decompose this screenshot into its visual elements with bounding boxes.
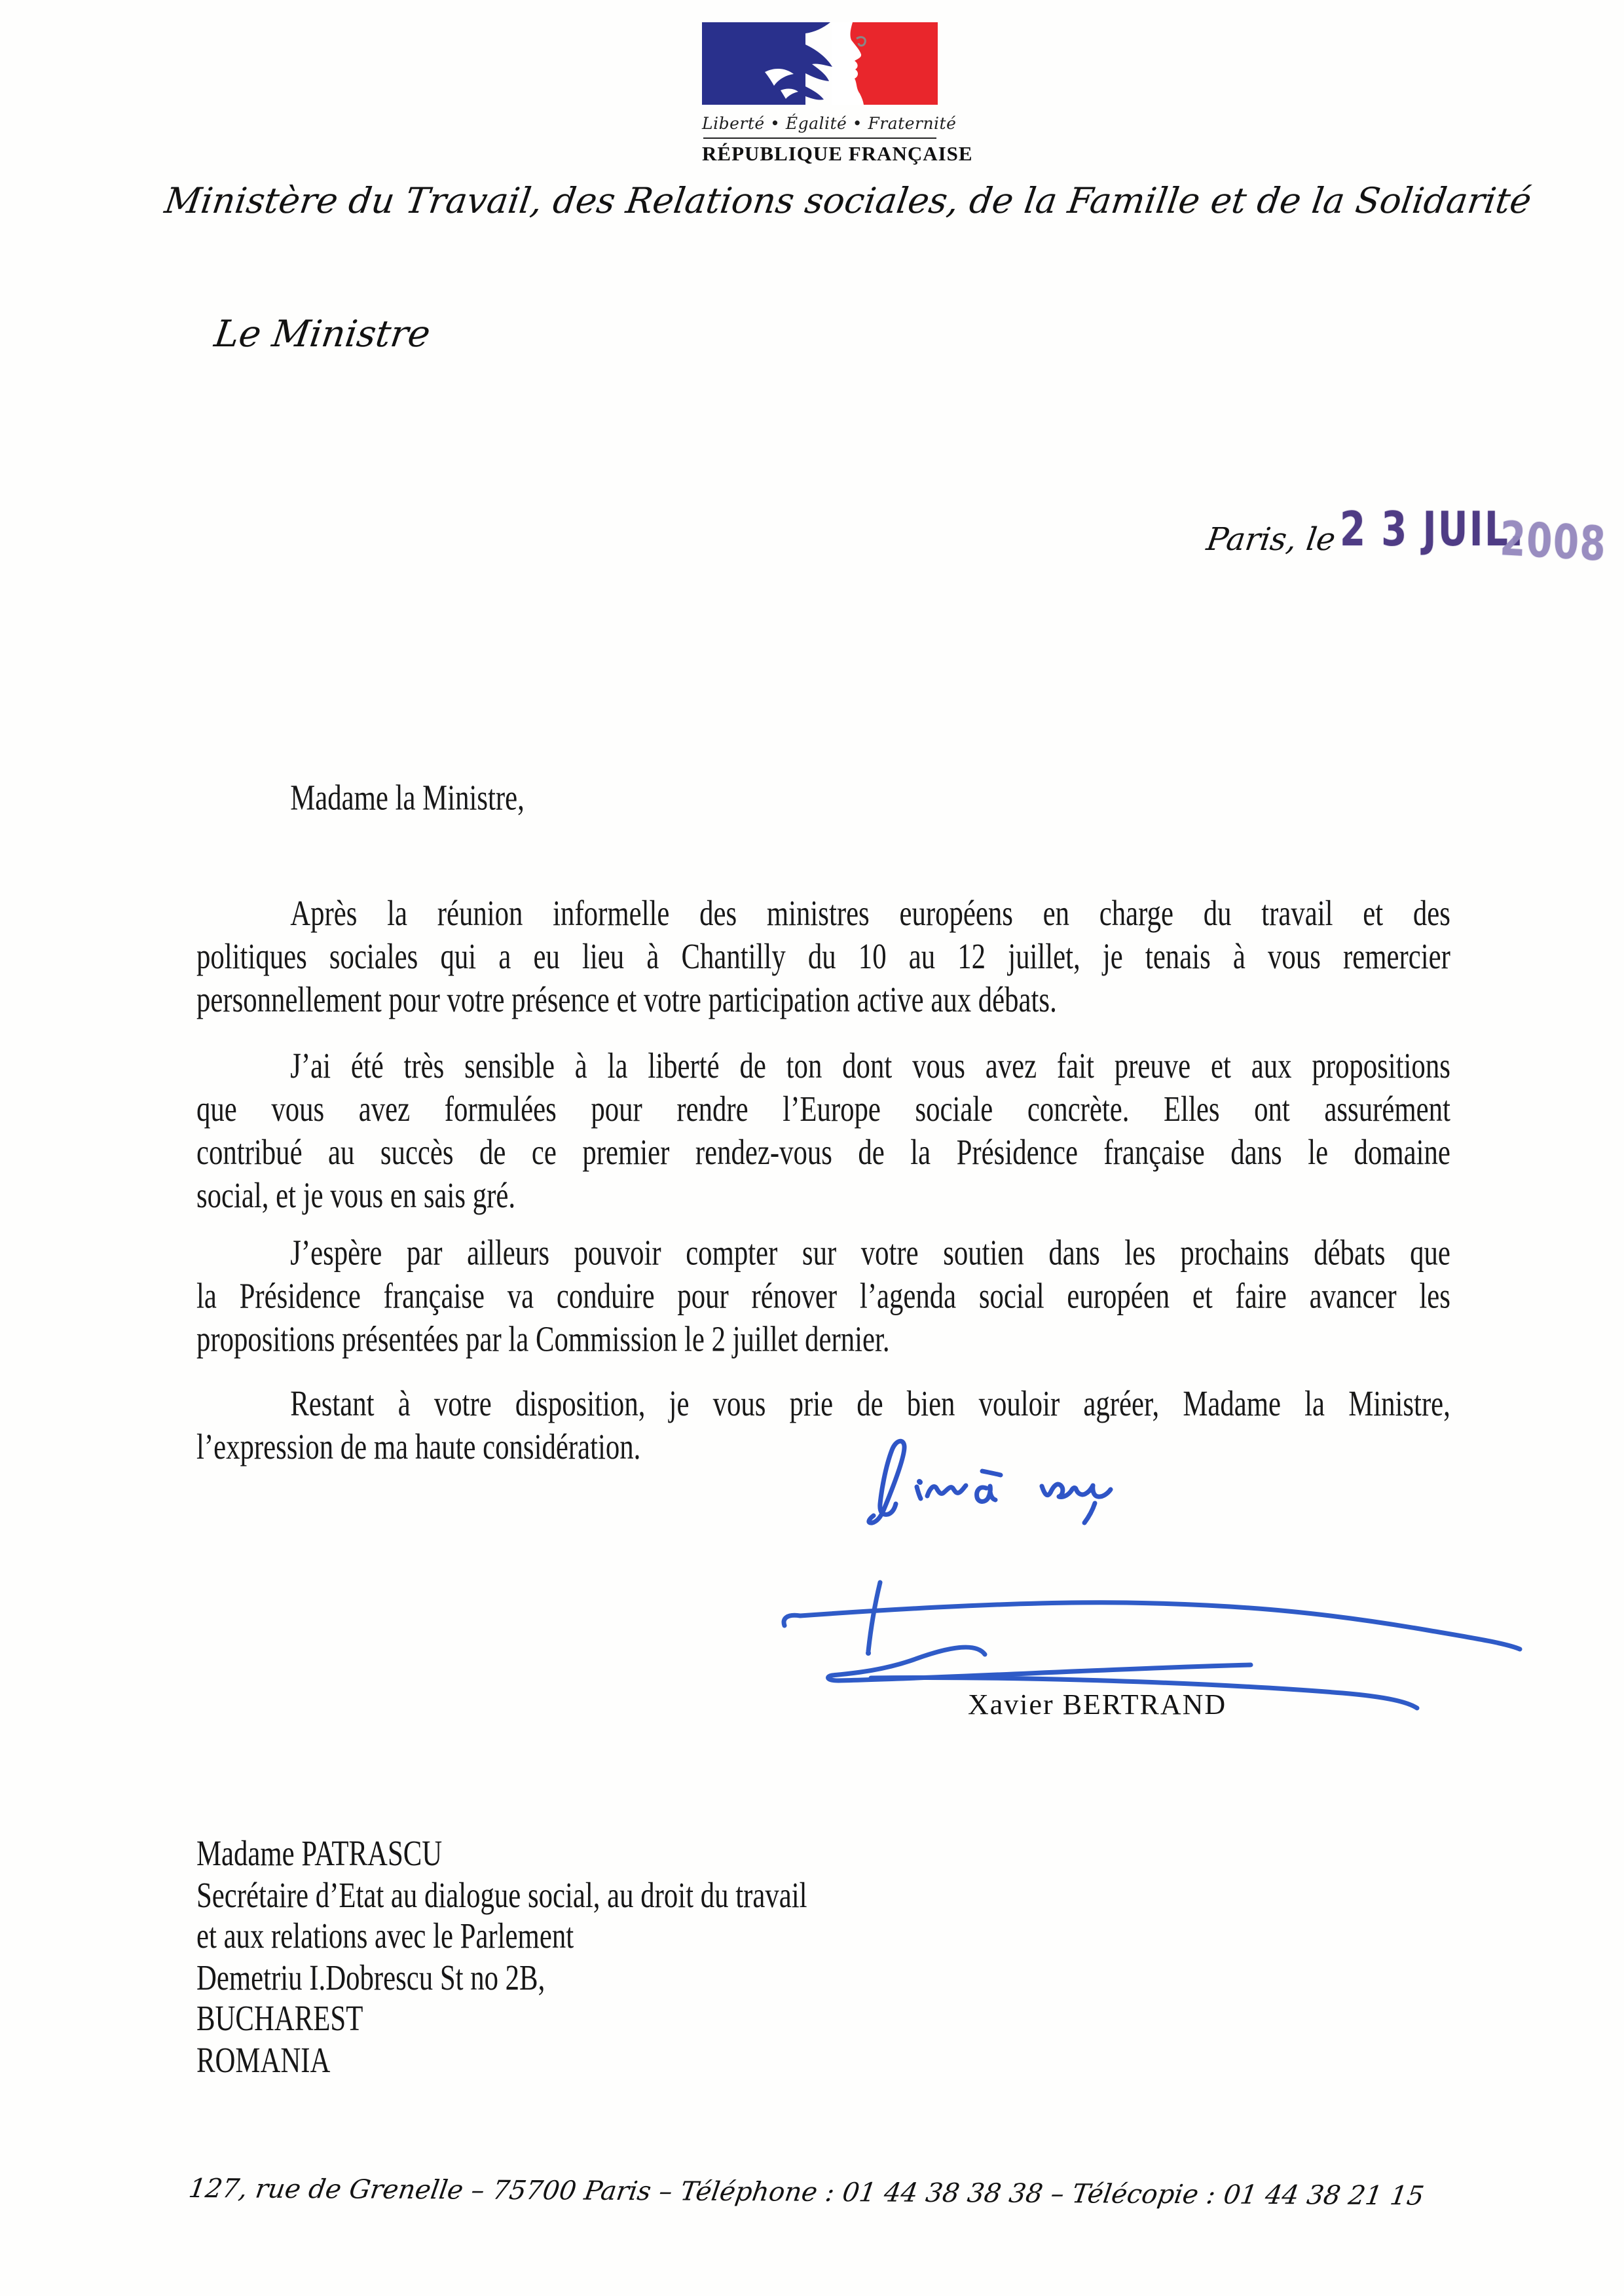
ministry-title: Ministère du Travail, des Relations sociales, de la Famille et de la Solidarité [162, 180, 1534, 221]
paragraph-line: la Présidence française va conduire pour rénover l’agenda social européen et faire avancer les [196, 1275, 1450, 1316]
recipient-line: ROMANIA [196, 2039, 331, 2080]
date-stamp [1340, 501, 1608, 572]
letter-body [196, 776, 1450, 1468]
signer-name: Xavier BERTRAND [968, 1688, 1227, 1721]
republique-francaise-logo [702, 22, 973, 166]
handwritten-closing [864, 1430, 1153, 1545]
salutation: Madame la Ministre, [290, 777, 525, 818]
logo-divider [703, 137, 936, 139]
recipient-line: Madame PATRASCU [196, 1833, 443, 1874]
paragraph-4 [196, 1381, 1450, 1468]
paragraph-3 [196, 1231, 1450, 1360]
logo-motto: Liberté • Égalité • Fraternité [702, 114, 957, 133]
paragraph-line: que vous avez formulées pour rendre l’Europe sociale concrète. Elles ont assurément [196, 1088, 1450, 1129]
paragraph-line: Après la réunion informelle des ministres européens en charge du travail et des [290, 892, 1450, 933]
paragraph-line: personnellement pour votre présence et votre participation active aux débats. [196, 979, 1057, 1019]
recipient-line: BUCHAREST [196, 1998, 363, 2039]
recipient-line: Secrétaire d’Etat au dialogue social, au droit du travail [196, 1874, 807, 1915]
stamp-year: 2008 [1499, 511, 1608, 572]
paragraph-2 [196, 1044, 1450, 1216]
recipient-line: et aux relations avec le Parlement [196, 1916, 574, 1956]
paragraph-line: social, et je vous en sais gré. [196, 1175, 516, 1215]
recipient-block [196, 1833, 1232, 2081]
paragraph-line: politiques sociales qui a eu lieu à Chantilly du 10 au 12 juillet, je tenais à vous remercier [196, 936, 1450, 976]
footer-contact-line: 127, rue de Grenelle – 75700 Paris – Téléphone : 01 44 38 38 38 – Télécopie : 01 44 38 21 15 [187, 2174, 1426, 2212]
paragraph-line: propositions présentées par la Commission le 2 juillet dernier. [196, 1319, 890, 1359]
logo-republic-text: RÉPUBLIQUE FRANÇAISE [702, 142, 973, 165]
recipient-line: Demetriu I.Dobrescu St no 2B, [196, 1957, 545, 1997]
place-date-label: Paris, le [1204, 521, 1338, 558]
paragraph-line: J’espère par ailleurs pouvoir compter sur votre soutien dans les prochains débats que [290, 1232, 1450, 1273]
paragraph-line: Restant à votre disposition, je vous prie de bien vouloir agréer, Madame la Ministre, [290, 1383, 1450, 1423]
paragraph-line: contribué au succès de ce premier rendez-vous de la Présidence française dans le domaine [196, 1131, 1450, 1172]
paragraph-1 [196, 891, 1450, 1021]
stamp-day-month: 2 3 JUIL. [1340, 501, 1525, 556]
minister-title: Le Ministre [212, 313, 434, 355]
letter-paragraphs [196, 891, 1450, 1468]
paragraph-line: l’expression de ma haute considération. [196, 1426, 641, 1467]
paragraph-line: J’ai été très sensible à la liberté de ton dont vous avez fait preuve et aux propositions [290, 1045, 1450, 1085]
handwritten-closing-ink-icon [864, 1430, 1153, 1542]
marianne-flag-icon [702, 22, 938, 105]
